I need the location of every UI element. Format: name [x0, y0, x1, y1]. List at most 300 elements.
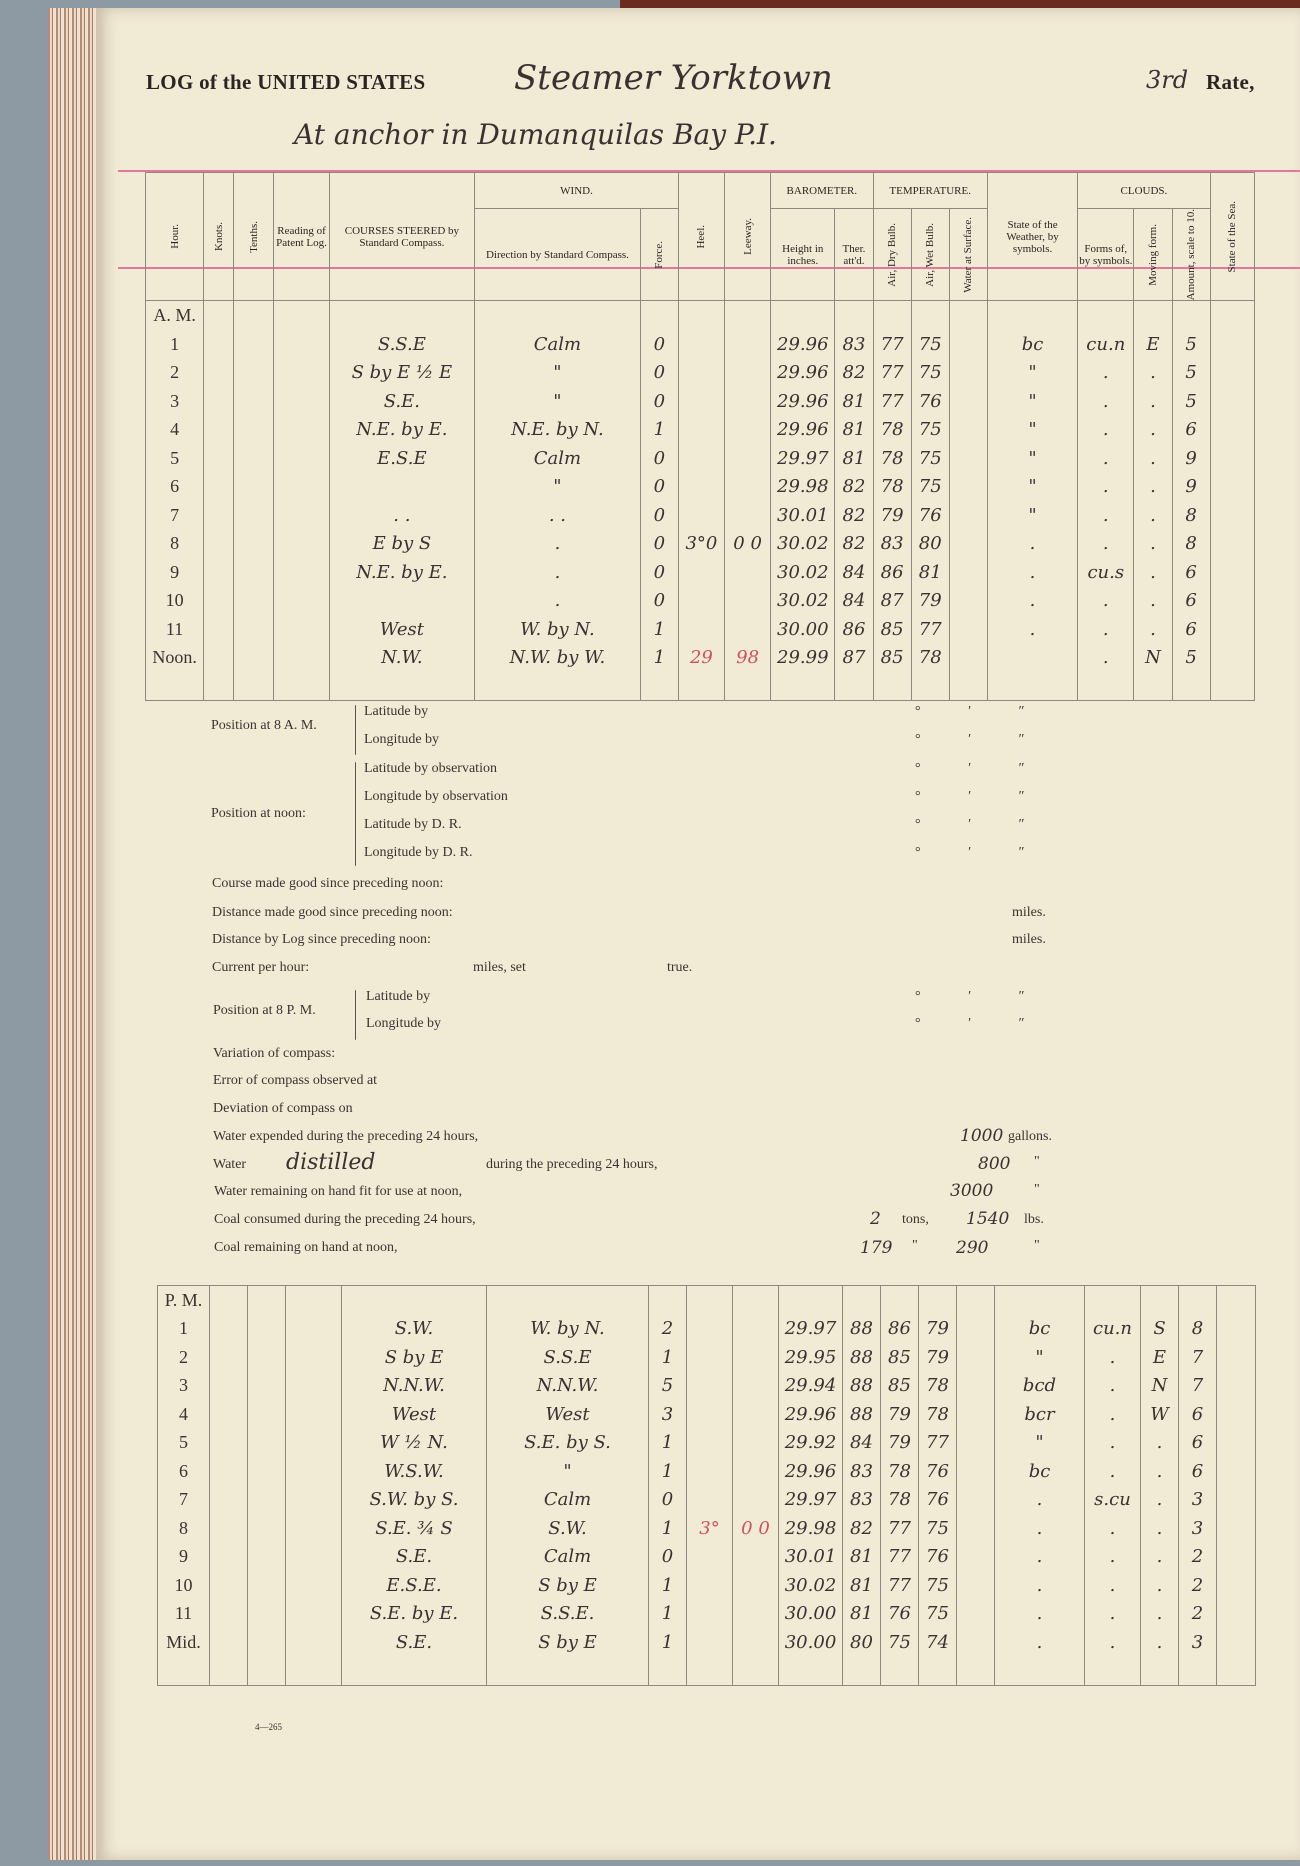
- empty-cell: [771, 672, 835, 701]
- cell-h: 4: [158, 1400, 210, 1429]
- cell-course: N.E. by E.: [329, 415, 475, 444]
- cell-course: N.W.: [329, 643, 475, 672]
- empty-cell: [210, 1343, 248, 1372]
- cell-heel: [687, 1486, 733, 1515]
- empty-cell: [286, 1657, 342, 1686]
- cell-wet: 75: [911, 415, 949, 444]
- empty-cell: [158, 1657, 210, 1686]
- empty-cell: [1085, 1657, 1141, 1686]
- deg-marks: ° ′ ″: [915, 761, 1047, 776]
- deg-marks: ° ′ ″: [915, 817, 1047, 832]
- miles-label: miles.: [1012, 905, 1046, 920]
- variation-of-compass: Variation of compass:: [213, 1046, 336, 1061]
- empty-cell: [286, 1457, 342, 1486]
- cell-amount: 6: [1179, 1457, 1217, 1486]
- cell-h: 8: [158, 1514, 210, 1543]
- cell-course: S.W.: [342, 1315, 487, 1344]
- cell-heel: [678, 501, 724, 530]
- cell-dry: 77: [873, 387, 911, 416]
- table-row: [158, 1429, 1256, 1458]
- cell-weather: .: [987, 615, 1077, 644]
- cell-wdir: ": [487, 1457, 649, 1486]
- cell-course: [329, 472, 475, 501]
- cell-wdir: ": [475, 472, 641, 501]
- coal-consumed-tons: 2: [870, 1209, 881, 1229]
- cell-amount: 6: [1179, 1429, 1217, 1458]
- empty-cell: [1217, 1429, 1256, 1458]
- cell-amount: 5: [1172, 387, 1210, 416]
- empty-cell: [248, 1286, 286, 1315]
- empty-cell: [1172, 672, 1210, 701]
- cell-course: West: [329, 615, 475, 644]
- empty-cell: [286, 1543, 342, 1572]
- water-expended-label: Water expended during the preceding 24 hours,: [213, 1129, 479, 1144]
- cell-heel: [687, 1429, 733, 1458]
- cell-lee: 0 0: [733, 1514, 779, 1543]
- cell-weather: ": [995, 1343, 1085, 1372]
- cell-h: 11: [146, 615, 204, 644]
- empty-cell: [949, 558, 987, 587]
- table-row: [146, 387, 1255, 416]
- cell-moving: .: [1134, 358, 1172, 387]
- cell-heel: [687, 1457, 733, 1486]
- deg-marks: ° ′ ″: [915, 1016, 1047, 1031]
- cell-forms: .: [1078, 529, 1134, 558]
- empty-cell: [248, 1571, 286, 1600]
- cell-baro: 29.96: [779, 1400, 843, 1429]
- empty-cell: [1210, 301, 1254, 330]
- empty-cell: [949, 529, 987, 558]
- cell-moving: .: [1134, 472, 1172, 501]
- empty-cell: [949, 330, 987, 359]
- empty-cell: [274, 330, 329, 359]
- pos-noon-lon-dr: Longitude by D. R.: [364, 845, 473, 860]
- cell-wet: 79: [911, 586, 949, 615]
- cell-dry: 78: [873, 472, 911, 501]
- pos-8am-lat: Latitude by: [364, 704, 429, 719]
- empty-cell: [234, 501, 274, 530]
- col-leeway: Leeway.: [725, 173, 771, 301]
- empty-cell: [1210, 501, 1254, 530]
- cell-h: 2: [146, 358, 204, 387]
- cell-force: 1: [649, 1628, 687, 1657]
- table-row: [158, 1457, 1256, 1486]
- col-sea: State of the Sea.: [1210, 173, 1254, 301]
- table-row: [146, 643, 1255, 672]
- cell-wdir: W. by N.: [487, 1315, 649, 1344]
- cell-lee: [725, 615, 771, 644]
- col-knots: Knots.: [204, 173, 234, 301]
- cell-h: 6: [146, 472, 204, 501]
- empty-cell: [640, 301, 678, 330]
- coal-remaining-label: Coal remaining on hand at noon,: [214, 1240, 398, 1255]
- cell-force: 0: [640, 501, 678, 530]
- cell-force: 0: [640, 472, 678, 501]
- cell-moving: .: [1141, 1571, 1179, 1600]
- empty-cell: [1210, 615, 1254, 644]
- empty-cell: [248, 1429, 286, 1458]
- empty-cell: [210, 1315, 248, 1344]
- empty-cell: [210, 1571, 248, 1600]
- cell-dry: 78: [873, 444, 911, 473]
- empty-cell: [210, 1600, 248, 1629]
- cell-baro: 30.02: [779, 1571, 843, 1600]
- table-row: [146, 472, 1255, 501]
- cell-h: 6: [158, 1457, 210, 1486]
- col-baro-height: Height in inches.: [771, 209, 835, 301]
- cell-wet: 79: [919, 1315, 957, 1344]
- cell-wet: 79: [919, 1343, 957, 1372]
- cell-baro: 29.98: [771, 472, 835, 501]
- empty-cell: [475, 301, 641, 330]
- cell-ther: 86: [835, 615, 873, 644]
- cell-ther: 82: [835, 472, 873, 501]
- cell-wet: 76: [919, 1457, 957, 1486]
- cell-weather: bcr: [995, 1400, 1085, 1429]
- cell-ther: 88: [843, 1400, 881, 1429]
- coal-remaining-tons: 179: [860, 1238, 893, 1258]
- col-wind: WIND.: [475, 173, 679, 209]
- cell-amount: 3: [1179, 1628, 1217, 1657]
- cell-amount: 7: [1179, 1343, 1217, 1372]
- cell-heel: [687, 1600, 733, 1629]
- cell-forms: .: [1085, 1543, 1141, 1572]
- cell-course: W.S.W.: [342, 1457, 487, 1486]
- cell-weather: bc: [987, 330, 1077, 359]
- cell-forms: .: [1078, 387, 1134, 416]
- cell-course: S by E: [342, 1343, 487, 1372]
- empty-cell: [274, 501, 329, 530]
- cell-heel: [687, 1400, 733, 1429]
- col-wet-bulb: Air, Wet Bulb.: [911, 209, 949, 301]
- cell-baro: 29.96: [771, 358, 835, 387]
- empty-cell: [835, 672, 873, 701]
- empty-cell: [274, 615, 329, 644]
- cell-course: N.N.W.: [342, 1372, 487, 1401]
- empty-cell: [329, 301, 475, 330]
- cell-amount: 3: [1179, 1514, 1217, 1543]
- cell-amount: 6: [1179, 1400, 1217, 1429]
- empty-cell: [204, 529, 234, 558]
- col-weather: State of the Weather, by symbols.: [987, 173, 1077, 301]
- deg-marks: ° ′ ″: [915, 845, 1047, 860]
- cell-dry: 79: [881, 1400, 919, 1429]
- cell-dry: 87: [873, 586, 911, 615]
- cell-h: 7: [158, 1486, 210, 1515]
- table-row: [146, 586, 1255, 615]
- cell-h: 9: [146, 558, 204, 587]
- cell-wet: 75: [911, 330, 949, 359]
- empty-cell: [957, 1514, 995, 1543]
- empty-cell: [873, 672, 911, 701]
- rate-label: Rate,: [1206, 70, 1255, 94]
- cell-lee: [725, 558, 771, 587]
- cell-moving: N: [1134, 643, 1172, 672]
- cell-baro: 29.96: [771, 330, 835, 359]
- cell-h: 11: [158, 1600, 210, 1629]
- cell-weather: ": [987, 387, 1077, 416]
- cell-h: 2: [158, 1343, 210, 1372]
- cell-lee: [725, 387, 771, 416]
- empty-cell: [234, 444, 274, 473]
- col-cloud-forms: Forms of, by symbols.: [1078, 209, 1134, 301]
- empty-cell: [286, 1286, 342, 1315]
- col-heel: Heel.: [678, 173, 724, 301]
- cell-amount: 8: [1172, 529, 1210, 558]
- col-wind-direction: Direction by Standard Compass.: [475, 209, 641, 301]
- table-row: [146, 558, 1255, 587]
- empty-cell: [733, 1657, 779, 1686]
- empty-cell: [957, 1400, 995, 1429]
- cell-dry: 85: [881, 1343, 919, 1372]
- empty-cell: [286, 1400, 342, 1429]
- cell-wet: 76: [919, 1543, 957, 1572]
- cell-heel: [678, 586, 724, 615]
- error-of-compass: Error of compass observed at: [213, 1073, 378, 1088]
- cell-course: E.S.E: [329, 444, 475, 473]
- cell-lee: [725, 358, 771, 387]
- cell-h: 5: [146, 444, 204, 473]
- col-water-surface: Water at Surface.: [949, 209, 987, 301]
- cell-ther: 83: [843, 1457, 881, 1486]
- cell-baro: 29.97: [771, 444, 835, 473]
- cell-wdir: S by E: [487, 1628, 649, 1657]
- cell-force: 0: [640, 529, 678, 558]
- empty-cell: [234, 586, 274, 615]
- empty-cell: [1217, 1486, 1256, 1515]
- cell-course: E by S: [329, 529, 475, 558]
- cell-h: 5: [158, 1429, 210, 1458]
- pos-8pm-lon: Longitude by: [366, 1016, 442, 1031]
- empty-cell: [210, 1400, 248, 1429]
- empty-cell: [957, 1600, 995, 1629]
- empty-cell: [949, 387, 987, 416]
- cell-baro: 29.97: [779, 1486, 843, 1515]
- water-expended-value: 1000: [960, 1126, 1004, 1146]
- cell-course: S.E.: [329, 387, 475, 416]
- cell-dry: 86: [881, 1315, 919, 1344]
- empty-cell: [274, 529, 329, 558]
- cell-wdir: .: [475, 529, 641, 558]
- cell-moving: N: [1141, 1372, 1179, 1401]
- cell-forms: .: [1078, 472, 1134, 501]
- cell-wdir: S.E. by S.: [487, 1429, 649, 1458]
- cell-ther: 80: [843, 1628, 881, 1657]
- cell-wet: 75: [919, 1514, 957, 1543]
- cell-lee: [733, 1400, 779, 1429]
- cell-baro: 29.97: [779, 1315, 843, 1344]
- table-row: [146, 501, 1255, 530]
- empty-cell: [725, 672, 771, 701]
- cell-course: E.S.E.: [342, 1571, 487, 1600]
- cell-wet: 75: [919, 1571, 957, 1600]
- coal-remaining-lbs: 290: [956, 1238, 989, 1258]
- distance-by-log: Distance by Log since preceding noon:: [212, 932, 431, 947]
- cell-wdir: N.W. by W.: [475, 643, 641, 672]
- cell-force: 1: [649, 1571, 687, 1600]
- cell-ther: 81: [843, 1571, 881, 1600]
- cell-weather: .: [995, 1571, 1085, 1600]
- cell-dry: 77: [881, 1514, 919, 1543]
- empty-cell: [204, 558, 234, 587]
- ship-name: Steamer Yorktown: [514, 58, 833, 98]
- cell-moving: .: [1134, 444, 1172, 473]
- cell-weather: ": [987, 415, 1077, 444]
- cell-dry: 76: [881, 1600, 919, 1629]
- cell-heel: [687, 1628, 733, 1657]
- cell-lee: [733, 1486, 779, 1515]
- cell-course: S by E ½ E: [329, 358, 475, 387]
- empty-cell: [1141, 1286, 1179, 1315]
- empty-cell: [286, 1514, 342, 1543]
- empty-cell: [248, 1400, 286, 1429]
- empty-cell: [957, 1457, 995, 1486]
- cell-wdir: Calm: [475, 444, 641, 473]
- lbs-label: lbs.: [1024, 1212, 1044, 1227]
- pos-8am-label: Position at 8 A. M.: [211, 718, 317, 733]
- cell-heel: [678, 387, 724, 416]
- cell-baro: 29.92: [779, 1429, 843, 1458]
- cell-lee: [725, 586, 771, 615]
- cell-heel: [678, 415, 724, 444]
- cell-h: 10: [158, 1571, 210, 1600]
- cell-ther: 81: [835, 415, 873, 444]
- water-label: Water: [213, 1157, 247, 1172]
- cell-lee: [733, 1571, 779, 1600]
- empty-cell: [949, 615, 987, 644]
- form-number: 4—265: [255, 1722, 282, 1732]
- cell-wdir: S.W.: [487, 1514, 649, 1543]
- cell-weather: [987, 643, 1077, 672]
- empty-cell: [234, 358, 274, 387]
- cell-amount: 8: [1172, 501, 1210, 530]
- cell-moving: .: [1141, 1543, 1179, 1572]
- empty-cell: [1217, 1372, 1256, 1401]
- empty-cell: [286, 1486, 342, 1515]
- cell-wet: 75: [911, 472, 949, 501]
- cell-h: 3: [158, 1372, 210, 1401]
- empty-cell: [234, 472, 274, 501]
- empty-cell: [957, 1628, 995, 1657]
- table-row: [146, 330, 1255, 359]
- cell-course: West: [342, 1400, 487, 1429]
- brace-8am: [355, 705, 356, 755]
- empty-cell: [204, 444, 234, 473]
- empty-cell: [1217, 1543, 1256, 1572]
- cell-force: 0: [640, 558, 678, 587]
- brace-8pm: [355, 990, 356, 1040]
- table-row: [158, 1372, 1256, 1401]
- cell-wet: 78: [919, 1372, 957, 1401]
- cell-forms: .: [1085, 1429, 1141, 1458]
- empty-cell: [1217, 1315, 1256, 1344]
- cell-weather: .: [987, 529, 1077, 558]
- cell-weather: .: [995, 1486, 1085, 1515]
- empty-cell: [1217, 1571, 1256, 1600]
- deg-marks: ° ′ ″: [915, 789, 1047, 804]
- empty-cell: [949, 444, 987, 473]
- cell-h: Noon.: [146, 643, 204, 672]
- empty-cell: [1210, 558, 1254, 587]
- current-per-hour: Current per hour:: [212, 960, 310, 975]
- col-temperature: TEMPERATURE.: [873, 173, 987, 209]
- pos-noon-lat-dr: Latitude by D. R.: [364, 817, 462, 832]
- cell-moving: .: [1134, 529, 1172, 558]
- cell-heel: 3°: [687, 1514, 733, 1543]
- cell-lee: [733, 1628, 779, 1657]
- cell-lee: [725, 330, 771, 359]
- cell-dry: 79: [873, 501, 911, 530]
- tons-label: tons,: [902, 1212, 929, 1227]
- cell-ther: 81: [835, 387, 873, 416]
- cell-wet: 75: [911, 444, 949, 473]
- cell-forms: .: [1078, 615, 1134, 644]
- empty-cell: [248, 1657, 286, 1686]
- empty-cell: [949, 301, 987, 330]
- cell-course: S.S.E: [329, 330, 475, 359]
- cell-ther: 84: [835, 558, 873, 587]
- cell-wet: 76: [919, 1486, 957, 1515]
- coal-consumed-label: Coal consumed during the preceding 24 hours,: [214, 1212, 476, 1227]
- cell-h: 9: [158, 1543, 210, 1572]
- empty-cell: [1210, 472, 1254, 501]
- empty-cell: [949, 415, 987, 444]
- empty-cell: [1217, 1514, 1256, 1543]
- am-log-table: [145, 172, 1255, 701]
- cell-force: 0: [649, 1543, 687, 1572]
- empty-cell: [204, 387, 234, 416]
- empty-cell: [1217, 1400, 1256, 1429]
- cell-baro: 30.01: [771, 501, 835, 530]
- cell-wet: 76: [911, 501, 949, 530]
- cell-moving: E: [1134, 330, 1172, 359]
- cell-wdir: Calm: [487, 1486, 649, 1515]
- empty-cell: [949, 501, 987, 530]
- cell-amount: 5: [1172, 330, 1210, 359]
- cell-lee: [733, 1372, 779, 1401]
- pos-8am-lon: Longitude by: [364, 732, 440, 747]
- log-title: LOG of the UNITED STATES: [146, 70, 426, 94]
- am-section-label: A. M.: [146, 301, 204, 330]
- table-row: [158, 1571, 1256, 1600]
- cell-baro: 30.02: [771, 529, 835, 558]
- col-hour: Hour.: [146, 173, 204, 301]
- rate-number: 3rd: [1146, 66, 1189, 94]
- empty-cell: [957, 1286, 995, 1315]
- empty-cell: [1172, 301, 1210, 330]
- empty-cell: [286, 1372, 342, 1401]
- cell-course: . .: [329, 501, 475, 530]
- empty-cell: [987, 672, 1077, 701]
- empty-cell: [204, 586, 234, 615]
- cell-moving: .: [1141, 1514, 1179, 1543]
- cell-wdir: Calm: [475, 330, 641, 359]
- cell-heel: [687, 1315, 733, 1344]
- true-label: true.: [667, 960, 693, 975]
- deg-marks: ° ′ ″: [915, 989, 1047, 1004]
- empty-cell: [204, 615, 234, 644]
- empty-cell: [1210, 358, 1254, 387]
- cell-lee: [725, 444, 771, 473]
- cell-moving: E: [1141, 1343, 1179, 1372]
- cell-amount: 5: [1172, 358, 1210, 387]
- cell-h: 7: [146, 501, 204, 530]
- empty-cell: [342, 1657, 487, 1686]
- cell-moving: W: [1141, 1400, 1179, 1429]
- cell-course: S.W. by S.: [342, 1486, 487, 1515]
- cell-forms: s.cu: [1085, 1486, 1141, 1515]
- col-amount: Amount, scale to 10.: [1172, 209, 1210, 301]
